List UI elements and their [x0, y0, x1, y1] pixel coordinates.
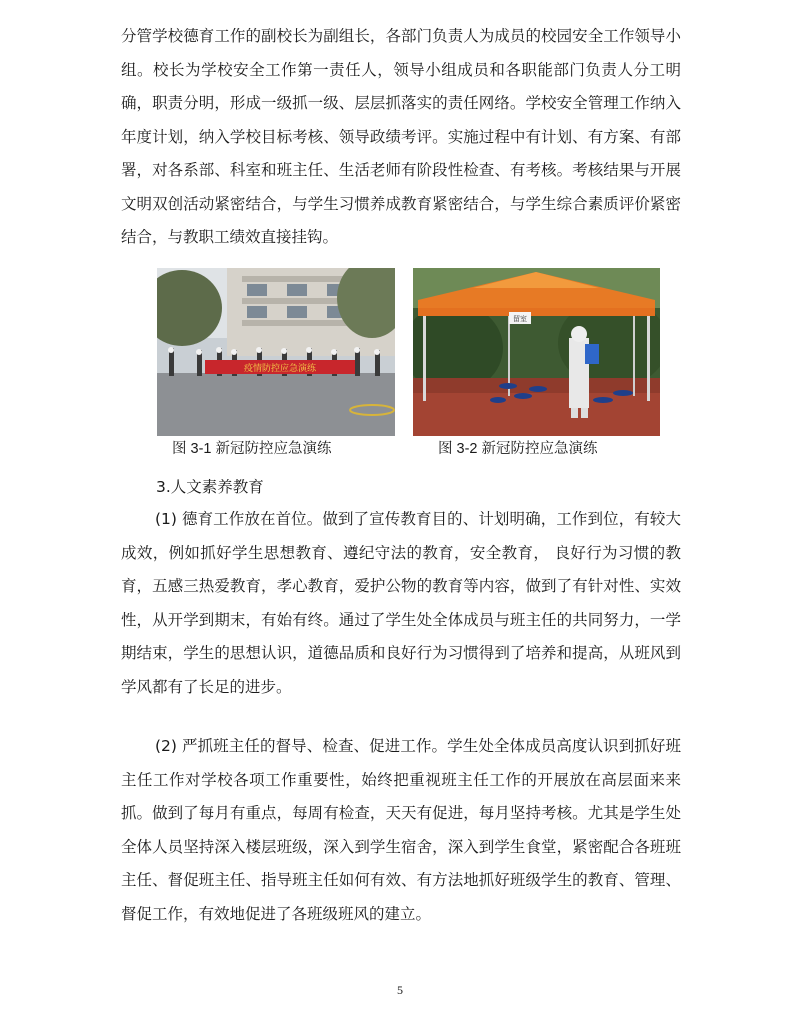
page-number: 5	[397, 983, 403, 997]
section-heading: 3.人文素养教育	[156, 478, 264, 496]
figure-3-1-banner-text: 疫情防控应急演练	[243, 364, 317, 374]
figure-3-1-caption: 图 3-1 新冠防控应急演练	[172, 441, 332, 457]
figure-3-2-sign-text: 留室	[513, 315, 527, 323]
figure-3-2-photo	[413, 268, 660, 436]
body-paragraph-3: (2) 严抓班主任的督导、检查、促进工作。学生处全体成员高度认识到抓好班主任工作对学校各项工作重要性，始终把重视班主任工作的开展放在高层面来来抓。做到了每月有重点，每周有检查，天天有促进，每月坚持考核。尤其是学生处全体人员坚持深入楼层班级，深入到学生宿舍，深入到学生食堂，紧密配合各班班主任、督促班主任、指导班主任如何有效、有方法地抓好班级学生的教育、管理、督促工作，有效地促进了各班级班风的建立。	[121, 737, 681, 923]
figure-3-1-photo	[157, 268, 395, 436]
figure-3-2-caption: 图 3-2 新冠防控应急演练	[438, 441, 598, 457]
body-paragraph-1: 分管学校德育工作的副校长为副组长，各部门负责人为成员的校园安全工作领导小组。校长为学校安全工作第一责任人，领导小组成员和各职能部门负责人分工明确，职责分明，形成一级抓一级、层层抓落实的责任网络。学校安全管理工作纳入年度计划，纳入学校目标考核、领导政绩考评。实施过程中有计划、有方案、有部署，对各系部、科室和班主任、生活老师有阶段性检查、有考核。考核结果与开展文明双创活动紧密结合，与学生习惯养成教育紧密结合，与学生综合素质评价紧密结合，与教职工绩效直接挂钩。	[121, 27, 681, 246]
body-paragraph-2: (1) 德育工作放在首位。做到了宣传教育目的、计划明确，工作到位，有较大成效，例如抓好学生思想教育、遵纪守法的教育，安全教育， 良好行为习惯的教育，五感三热爱教育，孝心教育，爱护公物的教育等内容，做到了有针对性、实效性，从开学到期末，有始有终。通过了学生处全体成员与班主任的共同努力，一学期结束，学生的思想认识，道德品质和良好行为习惯得到了培养和提高，从班风到学风都有了长足的进步。	[121, 510, 681, 696]
